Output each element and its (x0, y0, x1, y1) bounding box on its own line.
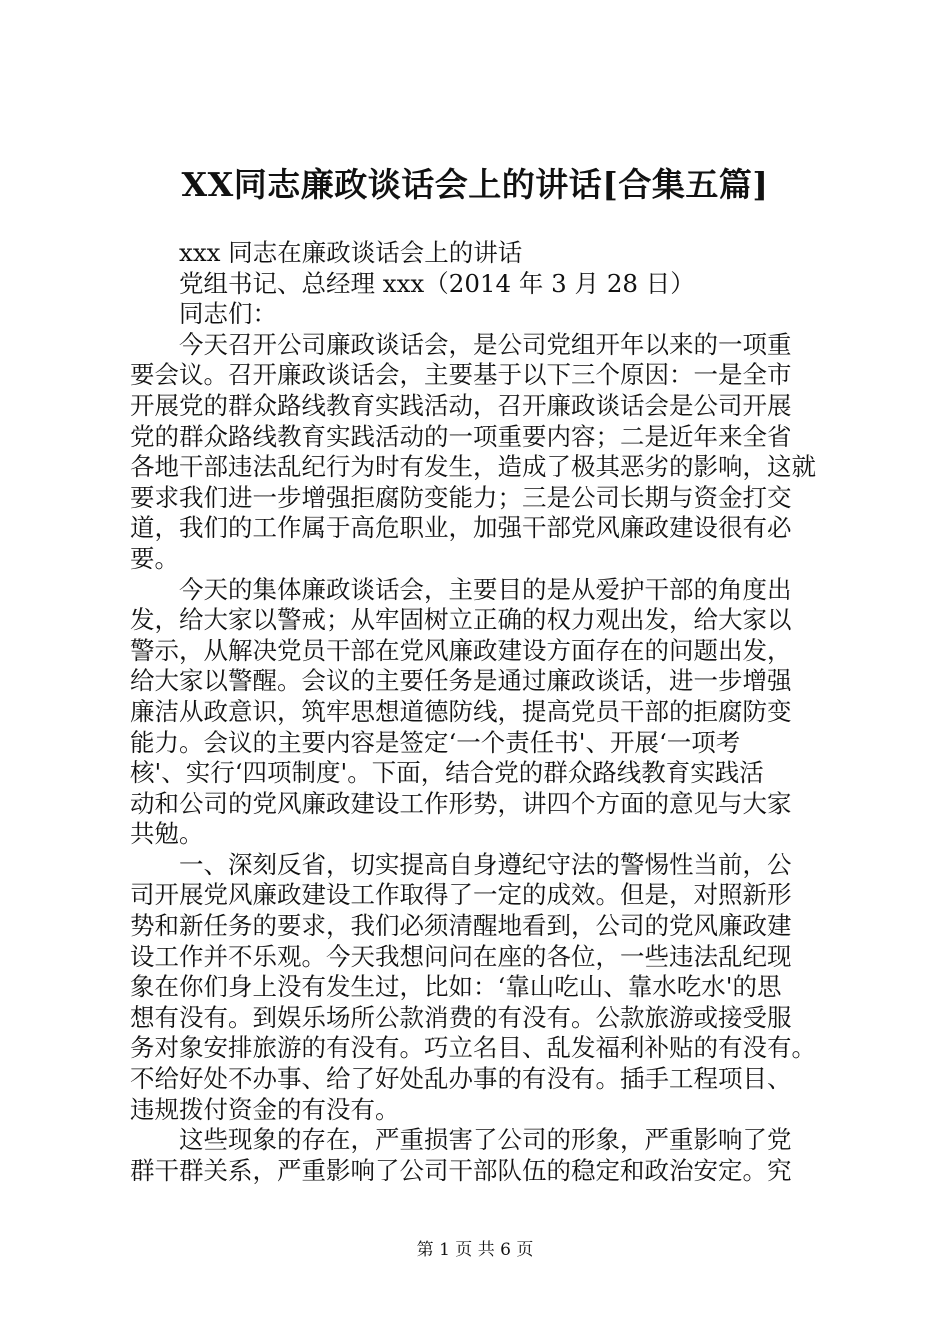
text-line: 象在你们身上没有发生过，比如：‘靠山吃山、靠水吃水'的思 (130, 972, 782, 1002)
document-body (130, 238, 830, 1186)
text-line: 群干群关系，严重影响了公司干部队伍的稳定和政治安定。究 (130, 1155, 792, 1185)
text-line: 这些现象的存在，严重损害了公司的形象，严重影响了党 (179, 1125, 792, 1155)
text-line: 同志们： (179, 299, 277, 329)
text-line: 核'、实行‘四项制度'。下面，结合党的群众路线教育实践活 (130, 758, 764, 788)
text-line: 党组书记、总经理 xxx（2014 年 3 月 28 日） (179, 268, 695, 298)
text-line: 开展党的群众路线教育实践活动，召开廉政谈话会是公司开展 (130, 390, 792, 420)
text-line: 动和公司的党风廉政建设工作形势，讲四个方面的意见与大家 (130, 788, 792, 818)
text-line: 司开展党风廉政建设工作取得了一定的成效。但是，对照新形 (130, 880, 792, 910)
text-line: 能力。会议的主要内容是签定‘一个责任书'、开展‘一项考 (130, 727, 741, 757)
text-line: 共勉。 (130, 819, 204, 849)
text-line: 党的群众路线教育实践活动的一项重要内容；二是近年来全省 (130, 421, 792, 451)
text-line: 违规拨付资金的有没有。 (130, 1094, 400, 1124)
text-line: 想有没有。到娱乐场所公款消费的有没有。公款旅游或接受服 (130, 1002, 792, 1032)
text-line: 要求我们进一步增强拒腐防变能力；三是公司长期与资金打交 (130, 482, 792, 512)
text-line: 今天的集体廉政谈话会，主要目的是从爱护干部的角度出 (179, 574, 792, 604)
text-line: 道，我们的工作属于高危职业，加强干部党风廉政建设很有必 (130, 513, 792, 543)
text-line: 发，给大家以警戒；从牢固树立正确的权力观出发，给大家以 (130, 605, 792, 635)
text-line: 设工作并不乐观。今天我想问问在座的各位，一些违法乱纪现 (130, 941, 792, 971)
text-line: 务对象安排旅游的有没有。巧立名目、乱发福利补贴的有没有。 (130, 1033, 816, 1063)
text-line: 给大家以警醒。会议的主要任务是通过廉政谈话，进一步增强 (130, 666, 792, 696)
document-title: XX同志廉政谈话会上的讲话[合集五篇] (181, 165, 769, 204)
text-line: 势和新任务的要求，我们必须清醒地看到，公司的党风廉政建 (130, 911, 792, 941)
text-line: 一、深刻反省，切实提高自身遵纪守法的警惕性当前，公 (179, 849, 792, 879)
page-footer: 第 1 页 共 6 页 (416, 1240, 534, 1260)
text-line: xxx 同志在廉政谈话会上的讲话 (179, 238, 523, 267)
text-line: 要会议。召开廉政谈话会，主要基于以下三个原因：一是全市 (130, 360, 792, 390)
text-line: 今天召开公司廉政谈话会，是公司党组开年以来的一项重 (179, 329, 792, 359)
text-line: 廉洁从政意识，筑牢思想道德防线，提高党员干部的拒腐防变 (130, 696, 792, 726)
text-line: 警示，从解决党员干部在党风廉政建设方面存在的问题出发， (130, 635, 792, 665)
text-line: 要。 (130, 543, 179, 573)
text-line: 不给好处不办事、给了好处乱办事的有没有。插手工程项目、 (130, 1064, 792, 1094)
text-line: 各地干部违法乱纪行为时有发生，造成了极其恶劣的影响，这就 (130, 452, 816, 482)
